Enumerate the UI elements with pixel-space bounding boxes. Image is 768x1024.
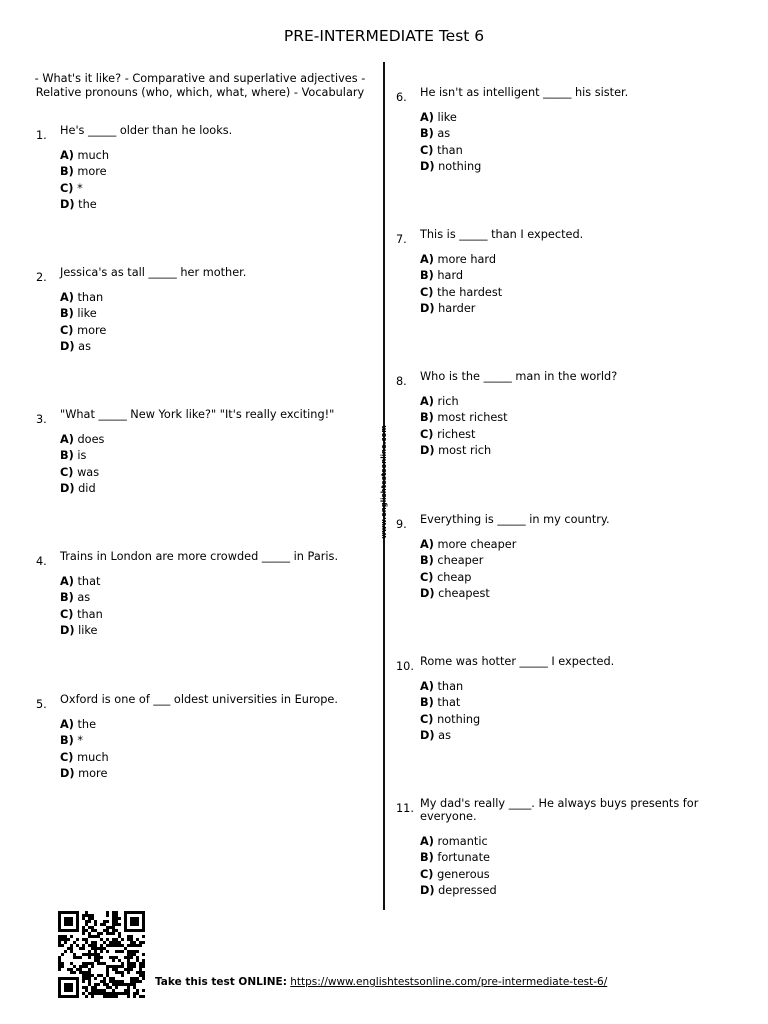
option-text: as (438, 728, 451, 742)
option-text: like (77, 307, 97, 321)
question-number: 3. (36, 413, 47, 426)
question (36, 266, 360, 355)
option-text: cheaper (437, 554, 484, 568)
option-text: much (77, 750, 109, 764)
question-number: 1. (36, 129, 47, 142)
answer-option[interactable] (420, 427, 720, 443)
option-letter: C) (420, 427, 434, 441)
option-letter: B) (420, 127, 434, 141)
option-letter: C) (60, 181, 74, 195)
option-letter: D) (420, 443, 435, 457)
answer-options (420, 679, 720, 744)
question (396, 86, 720, 175)
option-text: rich (437, 395, 459, 408)
option-text: that (77, 575, 101, 588)
option-letter: C) (420, 712, 434, 726)
option-letter: C) (60, 750, 74, 764)
answer-option[interactable] (420, 867, 720, 883)
option-letter: C) (420, 867, 434, 881)
option-letter: C) (60, 465, 74, 479)
question-text: He isn't as intelligent _____ his sister. (420, 86, 629, 99)
answer-options (420, 394, 720, 459)
topics-description (24, 72, 376, 100)
option-letter: A) (420, 111, 434, 124)
option-letter: B) (420, 851, 434, 865)
question-number: 7. (396, 233, 407, 246)
answer-option[interactable] (60, 197, 360, 213)
option-letter: B) (60, 591, 74, 605)
question-text: Everything is _____ in my country. (420, 513, 610, 526)
option-letter: D) (60, 623, 75, 637)
answer-option[interactable] (60, 465, 360, 481)
option-text: does (77, 433, 105, 446)
option-letter: A) (60, 575, 74, 588)
question-text: Who is the _____ man in the world? (420, 370, 618, 383)
option-text: cheapest (438, 586, 490, 600)
answer-option[interactable] (60, 181, 360, 197)
question (36, 693, 360, 782)
option-text: more hard (437, 253, 497, 266)
answer-option[interactable] (60, 717, 360, 733)
answer-option[interactable] (60, 574, 360, 590)
answer-option[interactable] (60, 481, 360, 497)
question-number: 4. (36, 555, 47, 568)
option-letter: B) (60, 449, 74, 463)
option-text: as (78, 339, 91, 353)
option-text: was (77, 465, 100, 479)
option-text: the (77, 718, 97, 731)
answer-option[interactable] (420, 679, 720, 695)
answer-option[interactable] (60, 590, 360, 606)
side-url: www.englishtestsonline.com (380, 425, 388, 539)
answer-options (420, 834, 720, 899)
option-letter: A) (420, 680, 434, 693)
question-number: 2. (36, 271, 47, 284)
option-letter: C) (60, 607, 74, 621)
question-number: 6. (396, 91, 407, 104)
question-number: 9. (396, 518, 407, 531)
answer-options (60, 717, 360, 782)
answer-option[interactable] (420, 553, 720, 569)
question-text: "What _____ New York like?" "It's really exciting!" (60, 408, 335, 421)
answer-option[interactable] (420, 410, 720, 426)
question-number: 10. (396, 660, 414, 673)
option-text: like (78, 623, 98, 637)
option-text: more (77, 165, 107, 179)
answer-option[interactable] (420, 728, 720, 744)
question (396, 228, 720, 317)
question (36, 124, 360, 213)
option-text: romantic (437, 835, 488, 848)
option-letter: A) (420, 395, 434, 408)
option-letter: B) (60, 307, 74, 321)
option-text: than (437, 680, 464, 693)
option-letter: B) (420, 269, 434, 283)
option-text: generous (437, 867, 490, 881)
question-text: Oxford is one of ___ oldest universities in Europe. (60, 693, 338, 706)
answer-option[interactable] (60, 766, 360, 782)
answer-option[interactable] (420, 126, 720, 142)
option-letter: A) (420, 835, 434, 848)
option-text: harder (438, 301, 476, 315)
answer-option[interactable] (420, 570, 720, 586)
answer-option[interactable] (420, 443, 720, 459)
question-text: My dad's really ____. He always buys presents for everyone. (420, 797, 699, 823)
option-letter: D) (420, 159, 435, 173)
answer-option[interactable] (420, 695, 720, 711)
answer-option[interactable] (420, 394, 720, 410)
option-letter: A) (60, 291, 74, 304)
answer-options (420, 537, 720, 602)
answer-option[interactable] (60, 448, 360, 464)
option-letter: B) (60, 734, 74, 748)
question-number: 11. (396, 802, 414, 815)
option-letter: D) (420, 301, 435, 315)
question (396, 370, 720, 459)
option-text: fortunate (437, 851, 490, 865)
option-text: more cheaper (437, 538, 517, 551)
option-text: nothing (438, 159, 482, 173)
option-text: that (437, 696, 461, 710)
answer-option[interactable] (420, 110, 720, 126)
option-letter: C) (420, 143, 434, 157)
option-letter: A) (420, 538, 434, 551)
topics-line: Relative pronouns (who, which, what, where) - Vocabulary (35, 86, 365, 99)
option-text: hard (437, 269, 464, 283)
option-text: as (77, 591, 91, 605)
answer-option[interactable] (420, 301, 720, 317)
answer-option[interactable] (420, 285, 720, 301)
question-text: Rome was hotter _____ I expected. (420, 655, 615, 668)
option-text: most rich (438, 443, 492, 457)
option-letter: A) (60, 149, 74, 162)
answer-option[interactable] (420, 159, 720, 175)
option-text: much (77, 149, 110, 162)
option-text: most richest (437, 411, 508, 425)
question (396, 655, 720, 744)
answer-options (60, 148, 360, 213)
answer-option[interactable] (420, 586, 720, 602)
footer-label: Take this test ONLINE: (155, 976, 287, 988)
question-text: He's _____ older than he looks. (60, 124, 233, 137)
answer-options (420, 252, 720, 317)
answer-option[interactable] (60, 339, 360, 355)
option-text: more (78, 766, 108, 780)
option-letter: B) (420, 554, 434, 568)
option-letter: D) (420, 883, 435, 897)
answer-option[interactable] (60, 148, 360, 164)
answer-options (420, 110, 720, 175)
option-text: than (437, 143, 463, 157)
answer-option[interactable] (60, 623, 360, 639)
option-letter: D) (60, 481, 75, 495)
answer-option[interactable] (60, 432, 360, 448)
answer-option[interactable] (60, 750, 360, 766)
answer-option[interactable] (60, 733, 360, 749)
page-title: PRE-INTERMEDIATE Test 6 (283, 27, 485, 45)
question (396, 797, 720, 899)
option-text: like (437, 111, 457, 124)
option-text: * (77, 181, 83, 195)
option-letter: D) (420, 728, 435, 742)
option-text: * (77, 734, 84, 748)
answer-option[interactable] (60, 607, 360, 623)
question-text: Trains in London are more crowded _____ in Paris. (60, 550, 339, 563)
option-text: the hardest (437, 285, 503, 299)
option-letter: B) (420, 411, 434, 425)
option-letter: D) (60, 766, 75, 780)
option-text: is (77, 449, 87, 463)
answer-option[interactable] (420, 252, 720, 268)
footer-link[interactable]: https://www.englishtestsonline.com/pre-intermediate-test-6/ (290, 976, 608, 988)
option-letter: B) (60, 165, 74, 179)
option-letter: C) (420, 285, 434, 299)
option-text: than (77, 607, 103, 621)
option-text: did (78, 481, 96, 495)
question (36, 550, 360, 639)
answer-option[interactable] (420, 883, 720, 899)
option-letter: D) (420, 586, 435, 600)
option-text: the (78, 197, 97, 211)
question (36, 408, 360, 497)
option-text: cheap (437, 570, 472, 584)
topics-line: - What's it like? - Comparative and superlative adjectives - (34, 72, 366, 85)
answer-option[interactable] (420, 537, 720, 553)
question (396, 513, 720, 602)
answer-options (60, 432, 360, 497)
footer (155, 976, 607, 988)
answer-option[interactable] (60, 290, 360, 306)
answer-option[interactable] (420, 712, 720, 728)
option-letter: C) (60, 323, 74, 337)
qr-code (58, 911, 148, 999)
question-number: 5. (36, 698, 47, 711)
option-text: depressed (438, 883, 497, 897)
answer-option[interactable] (420, 268, 720, 284)
option-text: than (77, 291, 104, 304)
answer-options (60, 290, 360, 355)
option-letter: C) (420, 570, 434, 584)
option-text: nothing (437, 712, 481, 726)
option-text: richest (437, 427, 476, 441)
answer-option[interactable] (60, 306, 360, 322)
answer-option[interactable] (60, 323, 360, 339)
answer-options (60, 574, 360, 639)
question-text: Jessica's as tall _____ her mother. (60, 266, 247, 279)
option-letter: D) (60, 339, 75, 353)
answer-option[interactable] (60, 164, 360, 180)
option-letter: B) (420, 696, 434, 710)
question-number: 8. (396, 375, 407, 388)
option-letter: A) (60, 433, 74, 446)
option-letter: A) (60, 718, 74, 731)
answer-option[interactable] (420, 834, 720, 850)
option-text: more (77, 323, 107, 337)
option-text: as (437, 127, 451, 141)
option-letter: D) (60, 197, 75, 211)
answer-option[interactable] (420, 850, 720, 866)
question-text: This is _____ than I expected. (420, 228, 584, 241)
option-letter: A) (420, 253, 434, 266)
answer-option[interactable] (420, 143, 720, 159)
